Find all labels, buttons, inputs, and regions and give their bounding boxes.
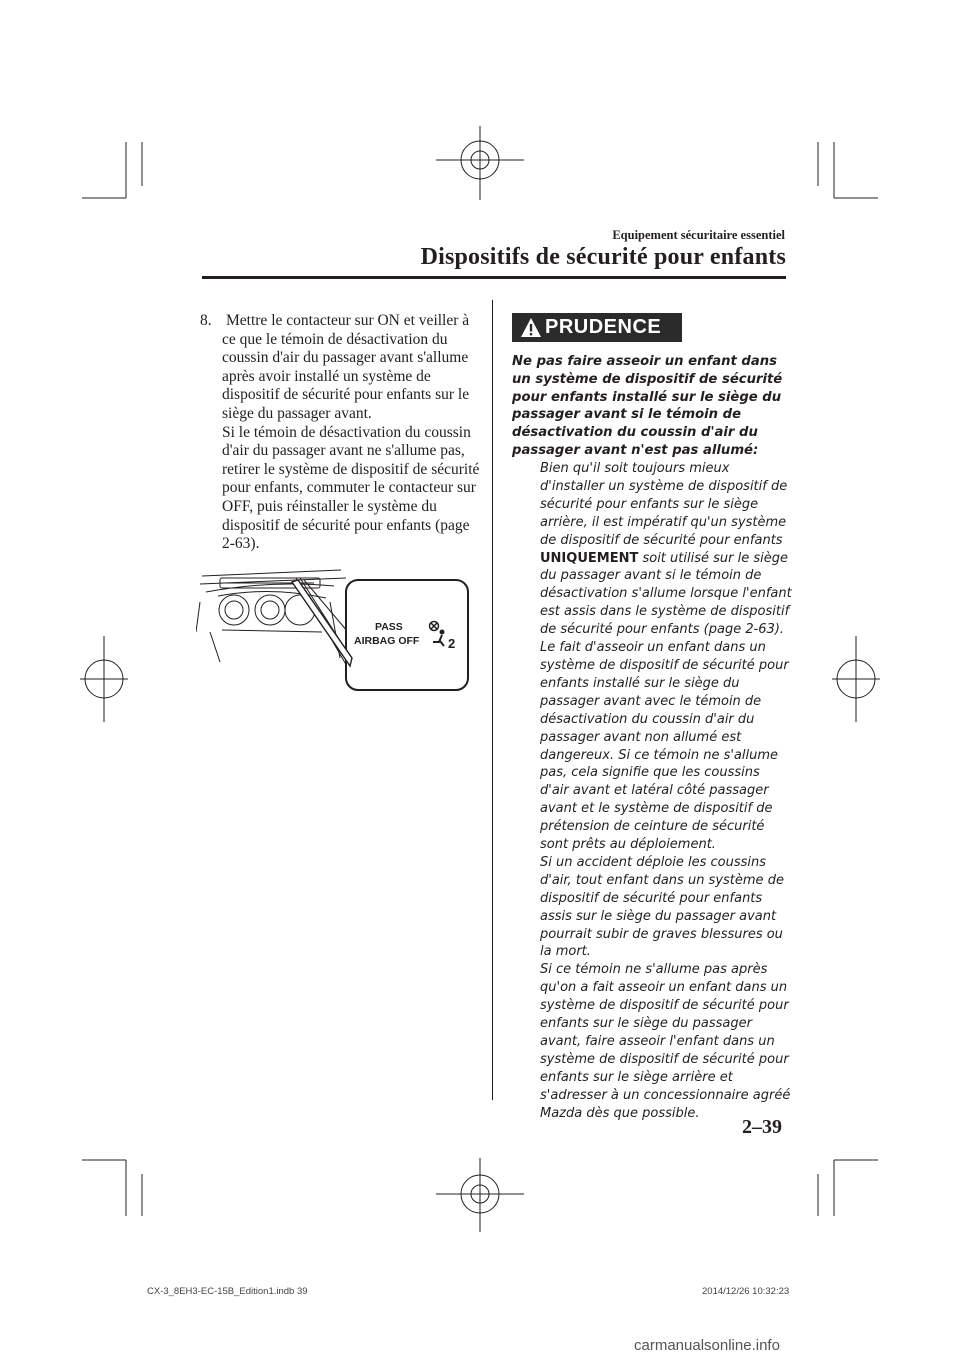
caution-lead-text: Ne pas faire asseoir un enfant dans un système de dispositif de sécurité pour enfants installé sur le siège du passager avant si le témoin de désactivation du coussin d'air du passager avant n'est pas allumé: <box>512 354 783 458</box>
caution-body-part-2: soit utilisé sur le siège du passager avant si le témoin de désactivation s'allume lorsque l'enfant est assis dans le système de dispositif de sécurité pour enfants (page 2-63). Le fait d'asseoir un enfant dans un système de dispositif de sécurité pour enfants installé sur le siège du passager avant avec le témoin de désactivation du coussin d'air du passager avant non allumé est dangereux. Si ce témoin ne s'allume pas, cela signifie que les coussins d'air avant et latéral côté passager avant et le système de dispositif de prétension de ceinture de sécurité sont prêts au déploiement. Si un accident déploie les coussins d'air, tout enfant dans un système de dispositif de sécurité pour enfants assis sur le siège du passager avant pourrait subir de graves blessures ou la mort. Si ce témoin ne s'allume pas après qu'on a fait asseoir un enfant dans un système de dispositif de sécurité pour enfants sur le siège du passager avant, faire asseoir l'enfant dans un système de dispositif de sécurité pour enfants sur le siège arrière et s'adresser à un concessionnaire agréé Mazda dès que possible. <box>540 550 792 1121</box>
watermark[interactable]: carmanualsonline.info <box>634 1337 780 1354</box>
step-paragraph-2: Si le témoin de désactivation du coussin d'air du passager avant ne s'allume pas, retirer le système de dispositif de sécurité pour enfants, commuter le contacteur sur OFF, puis réinstaller le système du dispositif de sécurité pour enfants (page 2-63). <box>222 423 480 553</box>
indicator-airbag-off: AIRBAG OFF <box>354 635 420 647</box>
caution-emphasis: UNIQUEMENT <box>540 550 639 566</box>
indicator-number: 2 <box>448 636 456 651</box>
dashboard-drawing <box>196 562 472 698</box>
dashboard-illustration <box>196 562 472 698</box>
step-8 <box>200 312 482 554</box>
caution-body <box>540 460 792 1123</box>
warning-icon <box>520 317 542 338</box>
page-number: 2–39 <box>742 1116 782 1138</box>
step-number: 8. <box>200 312 212 329</box>
step-body <box>222 312 482 554</box>
caution-label: PRUDENCE <box>545 316 662 338</box>
step-paragraph-1: Mettre le contacteur sur ON et veiller à ce que le témoin de désactivation du coussin d'air du passager avant s'allume après avoir installé un système de dispositif de sécurité pour enfants sur le siège du passager avant. <box>222 312 470 422</box>
column-divider <box>492 300 493 1100</box>
indicator-pass: PASS <box>375 621 403 633</box>
footer-timestamp: 2014/12/26 10:32:23 <box>702 1286 790 1297</box>
page-title: Dispositifs de sécurité pour enfants <box>420 244 786 270</box>
footer-filename: CX-3_8EH3-EC-15B_Edition1.indb 39 <box>147 1286 308 1297</box>
section-name: Equipement sécuritaire essentiel <box>612 228 785 242</box>
caution-heading <box>512 313 682 342</box>
caution-body-part-1: Bien qu'il soit toujours mieux d'installer un système de dispositif de sécurité pour enfants sur le siège arrière, il est impératif qu'un système de dispositif de sécurité pour enfants <box>540 461 788 548</box>
header-rule <box>202 276 786 279</box>
